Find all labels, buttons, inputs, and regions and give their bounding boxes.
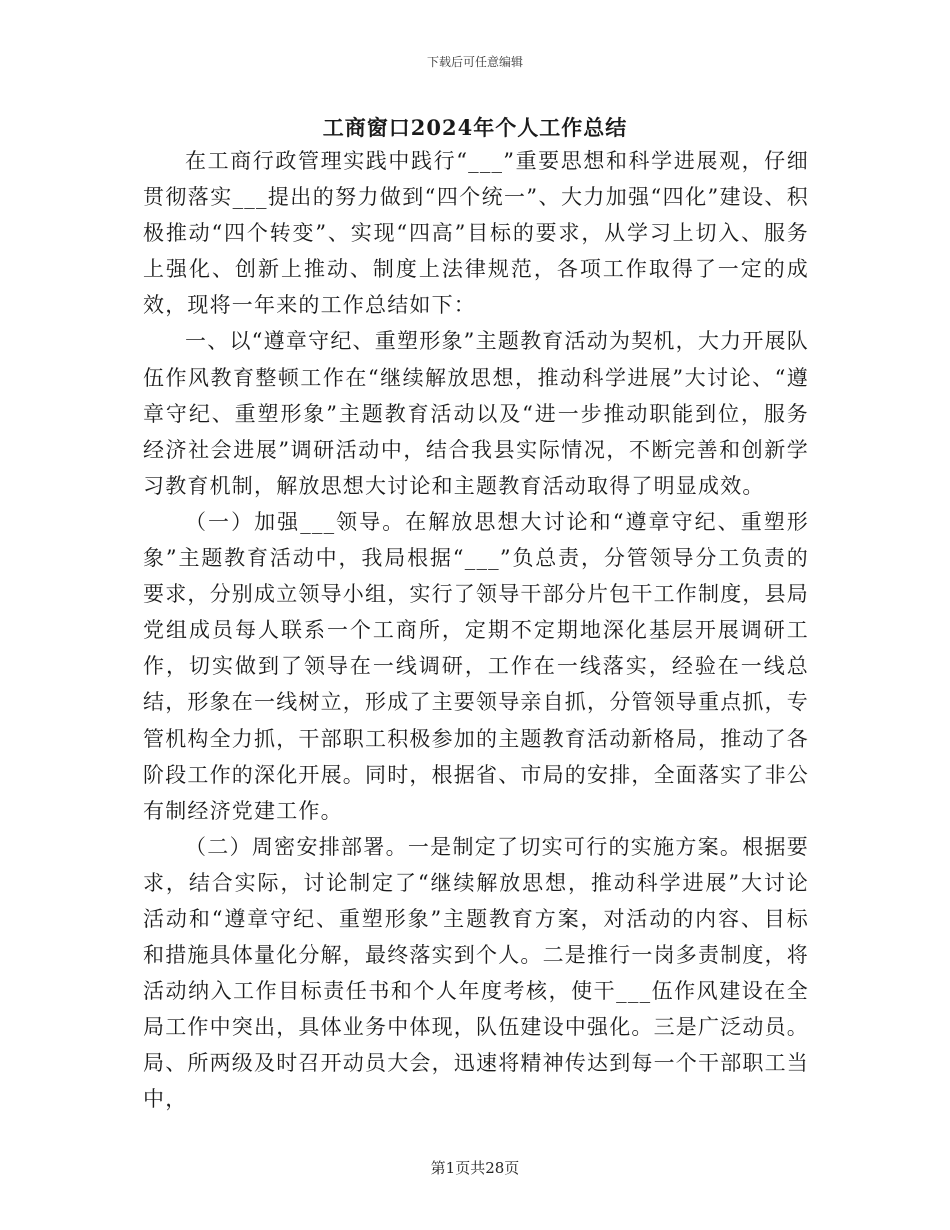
paragraph: （二）周密安排部署。一是制定了切实可行的实施方案。根据要求，结合实际，讨论制定了“继续解放思想，推动科学进展”大讨论活动和“遵章守纪、重塑形象”主题教育方案，对活动的内容、目标和措施具体量化分解，最终落实到个人。二是推行一岗多责制度，将活动纳入工作目标责任书和个人年度考核，使干___伍作风建设在全局工作中突出，具体业务中体现，队伍建设中强化。三是广泛动员。局、所两级及时召开动员大会，迅速将精神传达到每一个干部职工当中， <box>143 834 809 1112</box>
header-note: 下载后可任意编辑 <box>426 55 523 69</box>
document-body <box>143 143 809 1118</box>
paragraph: （一）加强___领导。在解放思想大讨论和“遵章守纪、重塑形象”主题教育活动中，我局根据“___”负总责，分管领导分工负责的要求，分别成立领导小组，实行了领导干部分片包干工作制度，县局党组成员每人联系一个工商所，定期不定期地深化基层开展调研工作，切实做到了领导在一线调研，工作在一线落实，经验在一线总结，形象在一线树立，形成了主要领导亲自抓，分管领导重点抓，专管机构全力抓，干部职工积极参加的主题教育活动新格局，推动了各阶段工作的深化开展。同时，根据省、市局的安排，全面落实了非公有制经济党建工作。 <box>143 509 809 823</box>
paragraph: 在工商行政管理实践中践行“___”重要思想和科学进展观，仔细贯彻落实___提出的努力做到“四个统一”、大力加强“四化”建设、积极推动“四个转变”、实现“四高”目标的要求，从学习上切入、服务上强化、创新上推动、制度上法律规范，各项工作取得了一定的成效，现将一年来的工作总结如下： <box>143 149 809 318</box>
paragraph: 一、以“遵章守纪、重塑形象”主题教育活动为契机，大力开展队伍作风教育整顿工作在“继续解放思想，推动科学进展”大讨论、“遵章守纪、重塑形象”主题教育活动以及“进一步推动职能到位，服务经济社会进展”调研活动中，结合我县实际情况，不断完善和创新学习教育机制，解放思想大讨论和主题教育活动取得了明显成效。 <box>143 329 809 498</box>
page-number: 第1页共28页 <box>430 1159 520 1177</box>
document-title: 工商窗口2024年个人工作总结 <box>322 115 628 140</box>
